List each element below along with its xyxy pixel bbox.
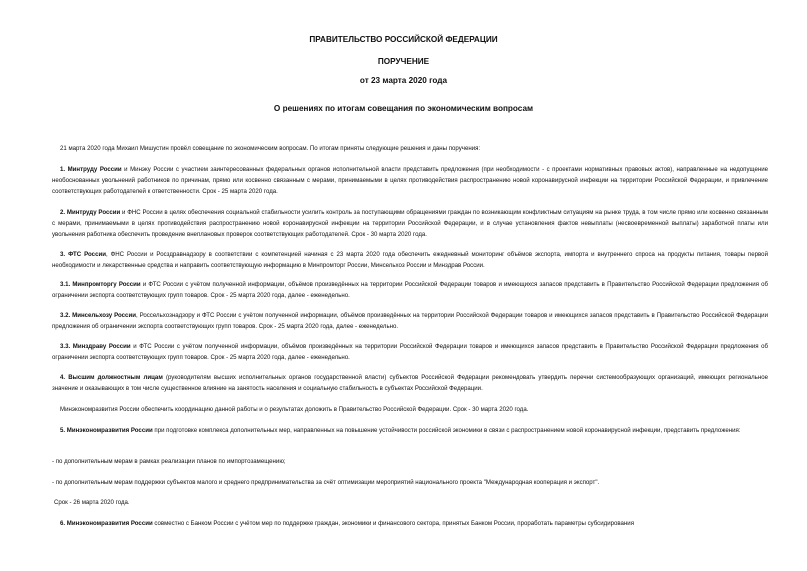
paragraph-5-deadline: Срок - 26 марта 2020 года.: [54, 499, 130, 506]
paragraph-1: [52, 165, 768, 197]
paragraph-3-addressee: ФТС России: [68, 251, 106, 258]
paragraph-5-addressee: Минэкономразвития России: [66, 427, 153, 434]
paragraph-2: [52, 208, 768, 240]
paragraph-4-number: 4.: [60, 374, 66, 381]
paragraph-5-item-2: - по дополнительным мерам поддержки субъектов малого и среднего предпринимательства за счёт оптимизации мероприятий национального проекта "Международная кооперация и экспорт".: [52, 479, 600, 486]
paragraph-3-2-number: 3.2.: [60, 312, 71, 319]
document-date: от 23 марта 2020 года: [359, 76, 448, 85]
paragraph-3-2-text: , Россельхознадзору и ФТС России с учётом полученной информации, объёмов произведённых на территории Российской Федерации товаров и имеющихся запасов представить в Правительство Российской Федерации предложения об ограничении экспорта соответствующих групп товаров. Срок - 25 марта 2020 года, далее - еженедельно.: [52, 312, 768, 330]
document-type-title: ПОРУЧЕНИЕ: [377, 57, 430, 66]
paragraph-3-2: [52, 311, 768, 333]
paragraph-5-text: при подготовке комплекса дополнительных мер, направленных на повышение устойчивости российской экономики в связи с распространением новой коронавирусной инфекции, представить предложения:: [152, 427, 741, 434]
paragraph-3-3-number: 3.3.: [60, 343, 71, 350]
paragraph-3: [52, 250, 768, 272]
paragraph-5: [52, 426, 768, 437]
paragraph-3-3: [52, 342, 768, 364]
paragraph-3-1-number: 3.1.: [60, 281, 71, 288]
paragraph-2-number: 2.: [60, 209, 66, 216]
paragraph-3-3-text: и ФТС России с учётом полученной информации, объёмов произведённых на территории Российской Федерации товаров и имеющихся запасов представить в Правительство Российской Федерации предложения об ограничении экспорта соответствующих групп товаров. Срок - 25 марта 2020 года, далее - еженедельно.: [52, 343, 768, 361]
paragraph-6: [52, 519, 768, 530]
paragraph-5-item-1: - по дополнительным мерам в рамках реализации планов по импортозамещению;: [52, 458, 286, 465]
paragraph-4: [52, 373, 768, 395]
paragraph-4-addressee: Высшим должностным лицам: [68, 374, 163, 381]
paragraph-3-number: 3.: [60, 251, 66, 258]
paragraph-1-addressee: Минтруду России: [67, 166, 122, 173]
intro-paragraph: 21 марта 2020 года Михаил Мишустин провёл совещание по экономическим вопросам. По итогам приняты следующие решения и даны поручения:: [60, 145, 481, 152]
paragraph-1-text: и Минэку России с участием заинтересованных федеральных органов исполнительной власти представить предложения (при необходимости - с проектами нормативных правовых актов), направленные на недопущение необоснованных увольнений работников по причинам, прямо или косвенно связанным с мерами, принимаемыми в целях противодействия распространению новой коронавирусной инфекции на территории Российской Федерации, и привлечение соответствующих работодателей к ответственности. Срок - 25 марта 2020 года.: [52, 166, 768, 195]
paragraph-6-text: совместно с Банком России с учётом мер по поддержке граждан, экономики и финансового сектора, принятых Банком России, проработать параметры субсидирования: [152, 520, 635, 527]
government-title: ПРАВИТЕЛЬСТВО РОССИЙСКОЙ ФЕДЕРАЦИИ: [309, 35, 498, 44]
paragraph-3-text: , ФНС России и Росздравнадзору в соответствии с компетенцией начиная с 23 марта 2020 года обеспечить ежедневный мониторинг объёмов экспорта, импорта и внутреннего спроса на продукты питания, товары первой необходимости и лекарственные средства и направить соответствующую информацию в Минпромторг России, Минсельхоз России и Минздрав России.: [52, 251, 768, 269]
paragraph-6-number: 6.: [60, 520, 66, 527]
paragraph-3-1: [52, 280, 768, 302]
paragraph-3-3-addressee: Минздраву России: [72, 343, 131, 350]
paragraph-3-1-addressee: Минпромторгу России: [72, 281, 141, 288]
paragraph-3-1-text: и ФТС России с учётом полученной информации, объёмов произведённых на территории Российской Федерации товаров и имеющихся запасов представить в Правительство Российской Федерации предложения об ограничении экспорта соответствующих групп товаров. Срок - 25 марта 2020 года, далее - еженедельно.: [52, 281, 768, 299]
document-subject: О решениях по итогам совещания по экономическим вопросам: [273, 104, 534, 113]
paragraph-6-addressee: Минэкономразвития России: [66, 520, 153, 527]
paragraph-5-number: 5.: [60, 427, 66, 434]
paragraph-1-number: 1.: [60, 166, 66, 173]
paragraph-4-coordination: Минэкономразвития России обеспечить координацию данной работы и о результатах доложить в Правительство Российской Федерации. Срок - 30 марта 2020 года.: [60, 406, 529, 413]
paragraph-4-text: (руководителям высших исполнительных органов государственной власти) субъектов Российской Федерации рекомендовать утвердить перечни системообразующих организаций, имеющих региональное значение и оказывающих в том числе существенное влияние на занятость населения и социальную стабильность в субъектах Российской Федерации.: [52, 374, 768, 392]
paragraph-2-addressee: Минтруду России: [66, 209, 121, 216]
paragraph-3-2-addressee: Минсельхозу России: [72, 312, 136, 319]
paragraph-2-text: и ФНС России в целях обеспечения социальной стабильности усилить контроль за поступающими обращениями граждан по возникающим конфликтным ситуациям на рынке труда, в том числе прямо или косвенно связанным с мерами, принимаемыми в целях противодействия распространению новой коронавирусной инфекции на территории Российской Федерации, и в случае установления фактов невыплаты (несвоевременной выплаты) заработной платы или увольнения работника обеспечить проведение внеплановых проверок соответствующих работодателей. Срок - 30 марта 2020 года.: [52, 209, 768, 238]
